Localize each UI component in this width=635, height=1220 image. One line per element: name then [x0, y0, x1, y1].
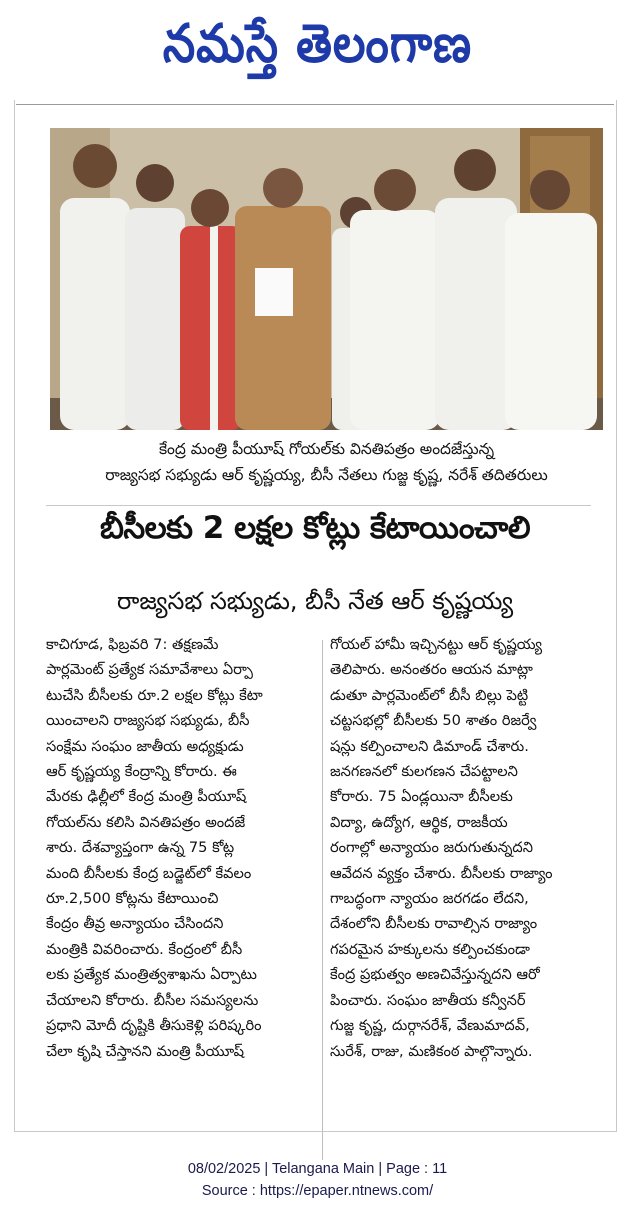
- body-line: షన్లు కల్పించాలని డిమాండ్ చేశారు.: [330, 737, 529, 755]
- body-line: లకు ప్రత్యేక మంత్రిత్వశాఖను ఏర్పాటు: [46, 966, 257, 984]
- newspaper-logo: నమస్తే తెలంగాణ: [162, 12, 473, 75]
- article-headline: బీసీలకు 2 లక్షల కోట్లు కేటాయించాలి: [99, 510, 531, 546]
- body-line: యించాలని రాజ్యసభ సభ్యుడు, బీసీ: [46, 712, 250, 730]
- body-line: కేంద్రం తీవ్ర అన్యాయం చేసిందని: [46, 915, 224, 933]
- caption-divider: [46, 505, 591, 506]
- body-line: మంత్రికి వివరించారు. కేంద్రంలో బీసీ: [46, 940, 243, 958]
- body-line: జనగణనలో కులగణన చేపట్టాలని: [330, 763, 518, 781]
- body-line: గోయల్‌ను కలిసి వినతిపత్రం అందజే: [46, 813, 246, 831]
- body-line: గోయల్ హామీ ఇచ్చినట్టు ఆర్ కృష్ణయ్య: [330, 636, 543, 653]
- body-line: ప్రధాని మోదీ దృష్టికి తీసుకెళ్లి పరిష్కరిం: [46, 1017, 262, 1035]
- body-line: తెలిపారు. అనంతరం ఆయన మాట్లా: [330, 661, 533, 679]
- column-divider: [322, 640, 323, 1160]
- body-line: కాచిగూడ, ఫిబ్రవరి 7: తక్షణమే: [46, 636, 219, 653]
- article-column-left: [46, 632, 314, 1064]
- body-line: విద్యా, ఉద్యోగ, ఆర్థిక, రాజకీయ: [330, 813, 508, 831]
- body-line: గాబద్ధంగా న్యాయం జరగడం లేదని,: [330, 890, 529, 908]
- masthead: [0, 0, 635, 100]
- body-line: డుతూ పార్లమెంట్‌లో బీసీ బిల్లు పెట్టి: [330, 686, 529, 704]
- article-column-right: [330, 632, 598, 1064]
- body-line: శారు. దేశవ్యాప్తంగా ఉన్న 75 కోట్ల: [46, 839, 235, 857]
- body-line: సంక్షేమ సంఘం జాతీయ అధ్యక్షుడు: [46, 737, 244, 755]
- body-line: మంది బీసీలకు కేంద్ర బడ్జెట్‌లో కేవలం: [46, 864, 252, 882]
- article-subheadline: రాజ్యసభ సభ్యుడు, బీసీ నేత ఆర్ కృష్ణయ్య: [116, 587, 514, 615]
- page-footer: [0, 1158, 635, 1202]
- body-line: దేశంలోని బీసీలకు రావాల్సిన రాజ్యాం: [330, 915, 538, 933]
- caption-line: రాజ్యసభ సభ్యుడు ఆర్ కృష్ణయ్య, బీసీ నేతలు గుజ్జ కృష్ణ, నరేశ్ తదితరులు: [105, 466, 548, 484]
- body-line: ఆర్ కృష్ణయ్య కేంద్రాన్ని కోరారు. ఈ: [46, 763, 237, 781]
- body-line: ఆవేదన వ్యక్తం చేశారు. బీసీలకు రాజ్యాం: [330, 864, 553, 882]
- body-line: కోరారు. 75 ఏండ్లయినా బీసీలకు: [330, 788, 513, 806]
- body-line: పార్లమెంట్ ప్రత్యేక సమావేశాలు ఏర్పా: [46, 661, 253, 679]
- caption-line: కేంద్ర మంత్రి పీయూష్ గోయల్‌కు వినతిపత్రం అందజేస్తున్న: [158, 440, 495, 458]
- body-line: చేయాలని కోరారు. బీసీల సమస్యలను: [46, 991, 259, 1009]
- body-line: గపరమైన హక్కులను కల్పించకుండా: [330, 940, 530, 958]
- body-line: పించారు. సంఘం జాతీయ కన్వీనర్: [330, 991, 526, 1009]
- body-line: మేరకు ఢిల్లీలో కేంద్ర మంత్రి పీయూష్: [46, 788, 247, 806]
- body-line: రూ.2,500 కోట్లను కేటాయించి: [46, 890, 219, 908]
- body-line: చట్టసభల్లో బీసీలకు 50 శాతం రిజర్వే: [330, 712, 537, 730]
- body-line: కేంద్ర ప్రభుత్వం అణచివేస్తున్నదని ఆరో: [330, 966, 540, 984]
- photo-caption: [50, 436, 603, 488]
- source-link[interactable]: Source : https://epaper.ntnews.com/: [201, 1183, 434, 1199]
- news-photo: [50, 128, 603, 430]
- body-line: టుచేసి బీసీలకు రూ.2 లక్షల కోట్లు కేటా: [46, 686, 263, 704]
- edition-info: 08/02/2025 | Telangana Main | Page : 11: [187, 1161, 448, 1177]
- body-line: రంగాల్లో అన్యాయం జరుగుతున్నదని: [330, 839, 533, 857]
- body-line: గుజ్జ కృష్ణ, దుర్గానరేశ్, వేణుమాదవ్,: [330, 1017, 530, 1035]
- body-line: సురేశ్, రాజు, మణికంఠ పాల్గొన్నారు.: [330, 1042, 533, 1060]
- body-line: చేలా కృషి చేస్తానని మంత్రి పీయూష్: [46, 1042, 245, 1060]
